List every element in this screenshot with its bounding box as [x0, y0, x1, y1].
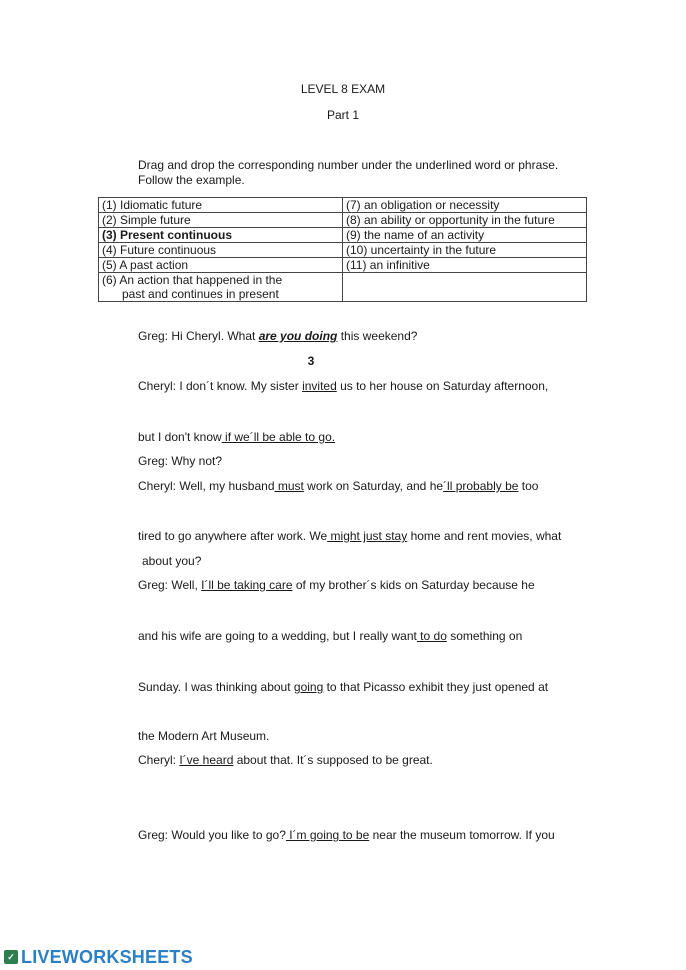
key-cell: (5) A past action	[99, 258, 343, 273]
table-row	[99, 258, 587, 273]
key-cell-line: (6) An action that happened in the	[102, 273, 283, 287]
key-cell: (7) an obligation or necessity	[343, 198, 587, 213]
key-cell: (11) an infinitive	[343, 258, 587, 273]
text: Greg: Hi Cheryl. What	[138, 329, 259, 343]
instructions-line-2: Follow the example.	[138, 173, 245, 187]
logo-text: LIVEWORKSHEETS	[21, 946, 193, 967]
text: us to her house on Saturday afternoon,	[336, 379, 549, 393]
text: home and rent movies, what	[407, 529, 562, 543]
key-table	[98, 197, 587, 302]
text: work on Saturday, and he	[303, 479, 444, 493]
key-cell-empty	[343, 273, 587, 302]
underlined-phrase: going	[293, 680, 324, 694]
table-row	[99, 198, 587, 213]
underlined-phrase: I´m going to be	[285, 828, 370, 842]
table-row	[99, 273, 587, 302]
instructions-line-1: Drag and drop the corresponding number under the underlined word or phrase.	[138, 158, 559, 172]
table-row	[99, 213, 587, 228]
text: but I don't know	[138, 430, 222, 444]
key-cell: (9) the name of an activity	[343, 228, 587, 243]
text: of my brother´s kids on Saturday because he	[292, 578, 535, 592]
dialogue-line: about you?	[142, 554, 202, 568]
dialogue-line	[138, 629, 608, 643]
underlined-phrase: are you doing	[258, 329, 338, 343]
text: to that Picasso exhibit they just opened at	[323, 680, 549, 694]
underlined-phrase: ´ll probably be	[443, 479, 519, 493]
text: tired to go anywhere after work. We	[138, 529, 328, 543]
underlined-phrase: to do	[416, 629, 447, 643]
text: something on	[446, 629, 523, 643]
liveworksheets-logo-icon: ✓	[4, 950, 18, 964]
answer-drop-zone[interactable]: 3	[307, 354, 315, 368]
text: Greg: Well,	[138, 578, 202, 592]
text: Sunday. I was thinking about	[138, 680, 294, 694]
table-row	[99, 243, 587, 258]
text: Greg: Would you like to go?	[138, 828, 286, 842]
dialogue-line	[138, 828, 608, 842]
key-cell: (2) Simple future	[99, 213, 343, 228]
key-cell: (8) an ability or opportunity in the future	[343, 213, 587, 228]
underlined-phrase: if we´ll be able to go.	[221, 430, 336, 444]
key-cell-line: past and continues in present	[122, 287, 279, 301]
key-cell: (1) Idiomatic future	[99, 198, 343, 213]
key-cell	[99, 273, 343, 302]
part-title: Part 1	[326, 108, 359, 122]
dialogue-line	[138, 430, 608, 444]
text: this weekend?	[337, 329, 418, 343]
key-cell: (10) uncertainty in the future	[343, 243, 587, 258]
underlined-phrase: I´ll be taking care	[201, 578, 293, 592]
underlined-phrase: I´ve heard	[179, 753, 234, 767]
text: Cheryl: Well, my husband	[138, 479, 275, 493]
key-cell-example: (3) Present continuous	[99, 228, 343, 243]
underlined-phrase: might just stay	[327, 529, 408, 543]
dialogue-line	[138, 578, 608, 592]
text: and his wife are going to a wedding, but I really want	[138, 629, 417, 643]
dialogue-line	[138, 753, 608, 767]
instructions	[138, 158, 608, 188]
dialogue-line	[138, 529, 608, 543]
dialogue-line: the Modern Art Museum.	[138, 729, 270, 743]
underlined-phrase: invited	[302, 379, 337, 393]
dialogue-line	[138, 379, 608, 393]
dialogue-line	[138, 329, 608, 343]
text: Cheryl: I don´t know. My sister	[138, 379, 303, 393]
text: Cheryl:	[138, 753, 180, 767]
exam-title: LEVEL 8 EXAM	[300, 82, 386, 96]
underlined-phrase: must	[274, 479, 304, 493]
footer-logo[interactable]	[4, 947, 193, 967]
text: about that. It´s supposed to be great.	[233, 753, 433, 767]
dialogue-line	[138, 680, 608, 694]
dialogue-line	[138, 479, 608, 493]
text: too	[518, 479, 539, 493]
dialogue-line: Greg: Why not?	[138, 454, 223, 468]
key-cell: (4) Future continuous	[99, 243, 343, 258]
table-row	[99, 228, 587, 243]
text: near the museum tomorrow. If you	[369, 828, 555, 842]
